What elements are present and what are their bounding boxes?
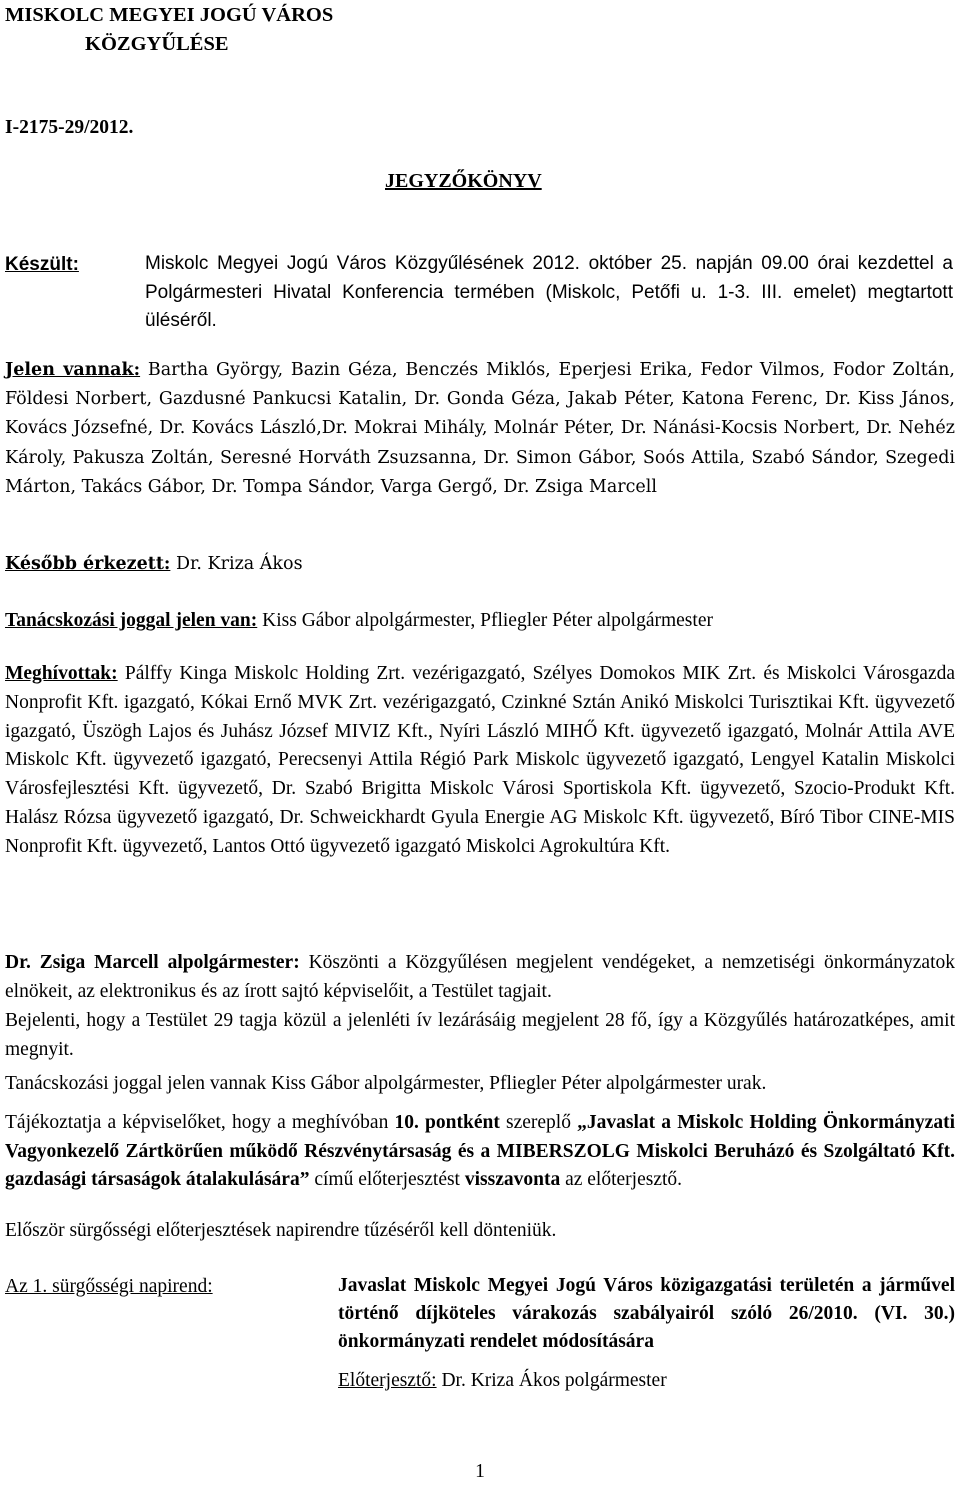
invitees-text: Pálffy Kinga Miskolc Holding Zrt. vezérigazgató, Szélyes Domokos MIK Zrt. és Miskolci Városgazda Nonprofit Kft. igazgató, Kókai Ernő MVK Zrt. vezérigazgató, Czinkné Sztán Anikó Miskolci Turisztikai Kft. ügyvezető igazgató, Üszögh Lajos és Juhász József MIVIZ Kft., Nyíri László MIHŐ Kft. ügyvezető igazgató, Molnár Attila AVE Miskolc Kft. ügyvezető igazgató, Perecsenyi Attila Régió Park Miskolc ügyvezető igazgató, Lengyel Katalin Miskolci Városfejlesztési Kft. ügyvezető, Dr. Szabó Brigitta Miskolc Városi Sportiskola Kft. ügyvezető, Szocio-Produkt Kft. Halász Rózsa ügyvezető igazgató, Dr. Schweickhardt Gyula Energie AG Miskolc Kft. ügyvezető, Bíró Tibor CINE-MIS Nonprofit Kft. ügyvezető, Lantos Ottó ügyvezető igazgató Miskolci Agrokultúra Kft. — [5, 663, 955, 857]
advisory-label: Tanácskozási joggal jelen van: — [5, 610, 258, 631]
late-arrival-text: Dr. Kriza Ákos — [170, 554, 303, 574]
chair-opening-paragraph — [5, 948, 955, 1064]
header-line-1: MISKOLC MEGYEI JOGÚ VÁROS — [5, 4, 334, 26]
keszult-label: Készült: — [5, 254, 79, 275]
late-arrival-paragraph — [5, 550, 955, 579]
withdrawal-proposal-title: „Javaslat a Miskolc Holding Önkormányzati Vagyonkezelő Zártkörűen működő Részvénytársaság és a MIBERSZOLG Miskolci Beruházó és Szolgáltató Kft. gazdasági társaságok átalakulására” — [5, 1112, 955, 1190]
document-title: JEGYZŐKÖNYV — [385, 170, 542, 192]
withdrawal-verb: visszavonta — [464, 1169, 561, 1190]
withdrawal-text-4: az előterjesztő. — [560, 1169, 683, 1190]
header-line-2: KÖZGYŰLÉSE — [85, 33, 229, 55]
chair-opening-text-2: Bejelenti, hogy a Testület 29 tagja közül a jelenléti ív lezárásáig megjelent 28 fő, így a Közgyűlés határozatképes, amit megnyit. — [5, 1010, 955, 1060]
withdrawal-text-2: szereplő — [499, 1112, 578, 1133]
late-arrival-label: Később érkezett: — [5, 554, 171, 574]
advisory-attendees-paragraph — [5, 606, 955, 635]
speaker-label: Dr. Zsiga Marcell alpolgármester: — [5, 952, 300, 973]
attendees-text: Bartha György, Bazin Géza, Benczés Miklós, Eperjesi Erika, Fedor Vilmos, Fodor Zoltán, Földesi Norbert, Gazdusné Pankucsi Katalin, Dr. Gonda Géza, Jakab Péter, Katona Ferenc, Dr. Kiss János, Kovács Józsefné, Dr. Kovács László,Dr. Mokrai Mihály, Molnár Péter, Dr. Nánási-Kocsis Norbert, Dr. Nehéz Károly, Pakusza Zoltán, Seresné Horváth Zsuzsanna, Dr. Simon Gábor, Soós Attila, Szabó Sándor, Szegedi Márton, Takács Gábor, Dr. Tompa Sándor, Varga Gergő, Dr. Zsiga Marcell — [5, 360, 955, 497]
presenter-line — [338, 1366, 667, 1395]
agenda-item-title: Javaslat Miskolc Megyei Jogú Város közigazgatási területén a járművel történő díjköteles várakozás szabályairól szóló 26/2010. (VI. 30.) önkormányzati rendelet módosítására — [338, 1275, 955, 1352]
document-number: I-2175-29/2012. — [5, 117, 134, 138]
page-number: 1 — [475, 1461, 485, 1482]
presenter-label: Előterjesztő: — [338, 1370, 437, 1391]
presenter-name: Dr. Kriza Ákos polgármester — [436, 1370, 667, 1391]
document-header — [5, 1, 333, 59]
invitees-label: Meghívottak: — [5, 663, 118, 684]
withdrawal-paragraph — [5, 1109, 955, 1195]
keszult-text: Miskolc Megyei Jogú Város Közgyűlésének 2012. október 25. napján 09.00 órai kezdettel a Polgármesteri Hivatal Konferencia termében (Miskolc, Petőfi u. 1-3. III. emelet) megtartott üléséről. — [145, 253, 953, 331]
withdrawal-text-3: című előterjesztést — [309, 1169, 465, 1190]
invitees-paragraph — [5, 660, 955, 862]
withdrawal-item-number: 10. pontként — [394, 1112, 500, 1133]
withdrawal-text-1: Tájékoztatja a képviselőket, hogy a meghívóban — [5, 1112, 395, 1133]
advisory-text: Kiss Gábor alpolgármester, Pfliegler Péter alpolgármester — [257, 610, 713, 631]
agenda-item-label: Az 1. sürgősségi napirend: — [5, 1276, 213, 1297]
advisory-attendees-statement: Tanácskozási joggal jelen vannak Kiss Gábor alpolgármester, Pfliegler Péter alpolgármester urak. — [5, 1073, 767, 1094]
chair-opening-text-1: Köszönti a Közgyűlésen megjelent vendégeket, a nemzetiségi önkormányzatok elnökeit, az elektronikus és az írott sajtó képviselőit, a Testület tagjait. — [5, 952, 955, 1002]
attendees-paragraph — [5, 356, 955, 502]
urgent-items-statement: Először sürgősségi előterjesztések napirendre tűzéséről kell dönteniük. — [5, 1220, 557, 1241]
attendees-label: Jelen vannak: — [5, 360, 141, 380]
